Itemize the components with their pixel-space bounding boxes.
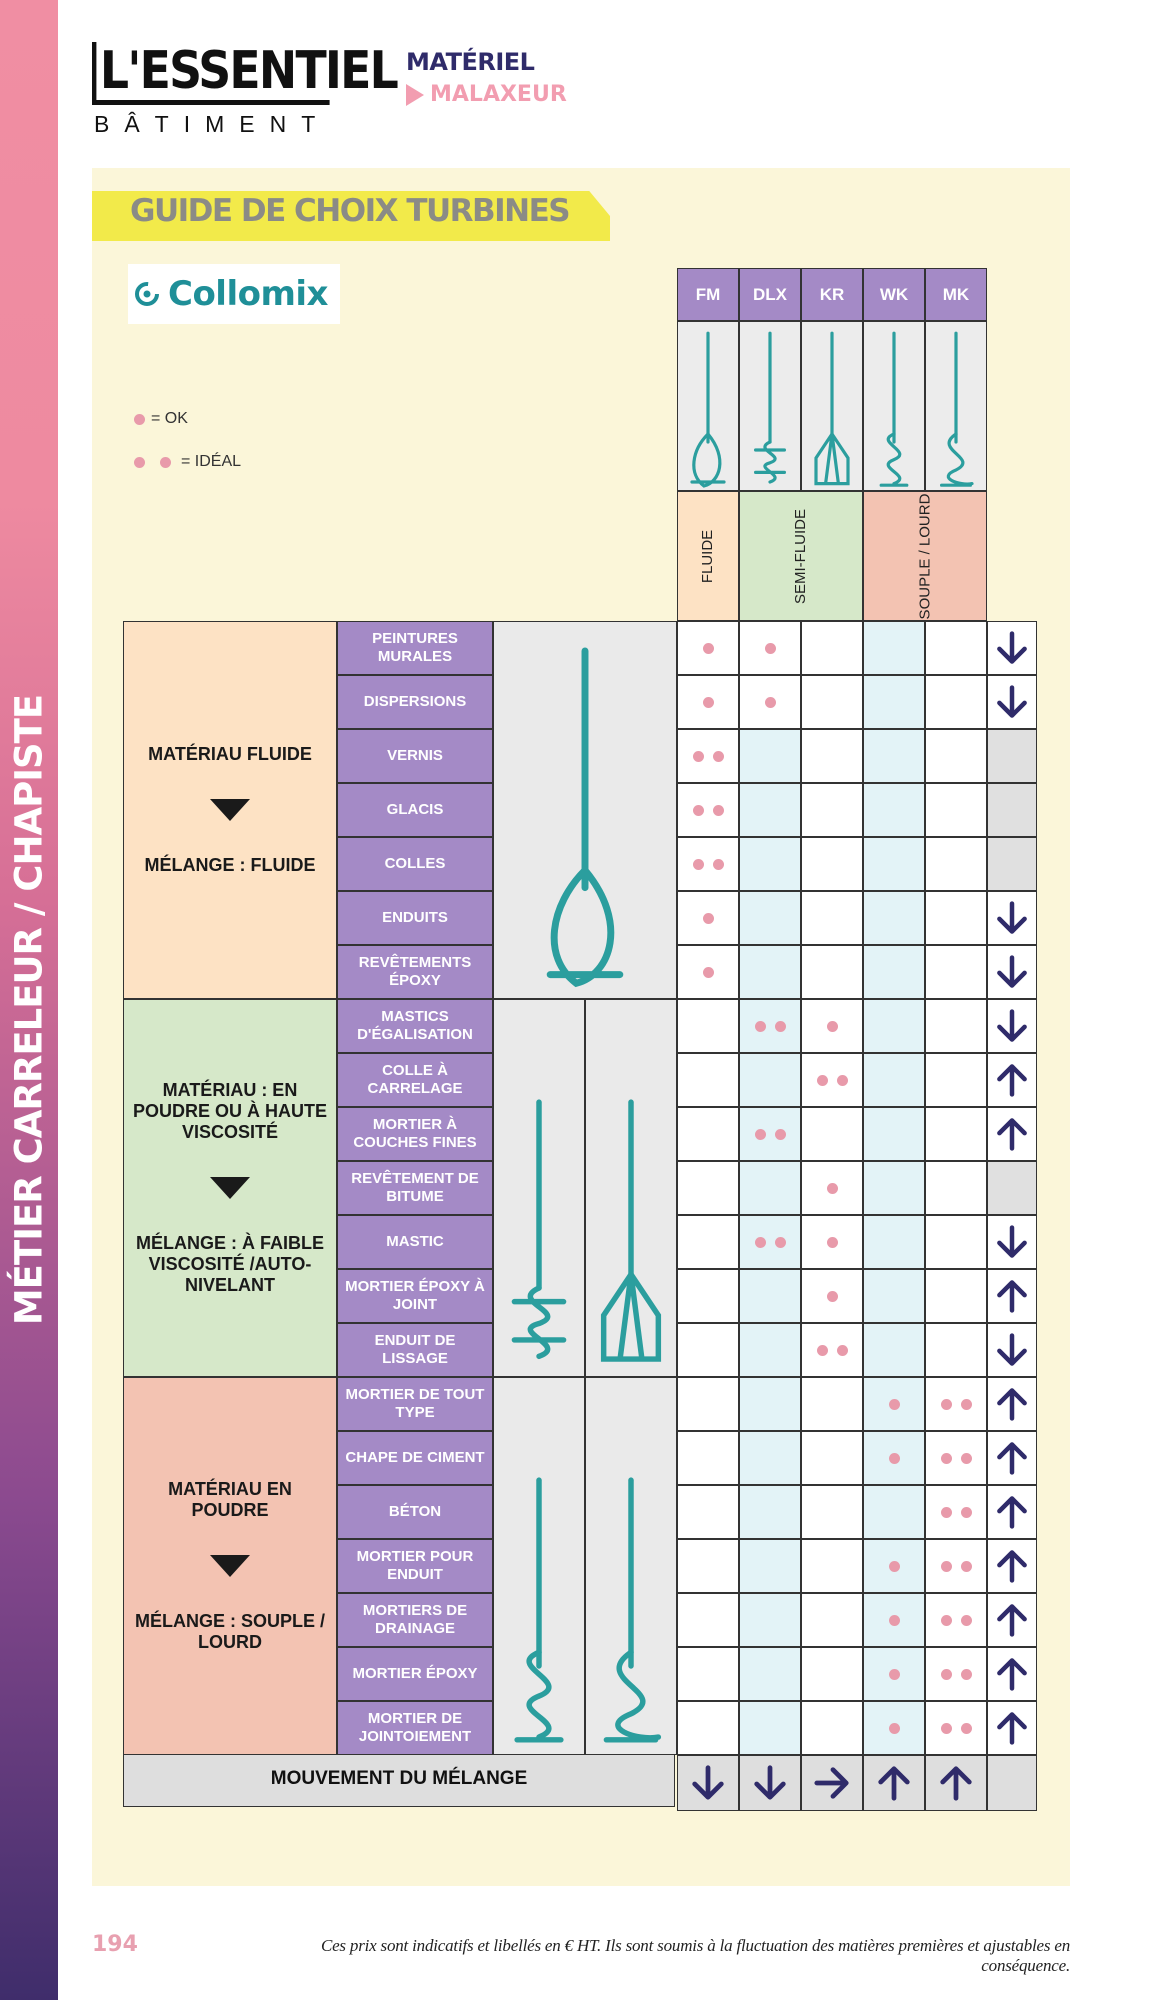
rating-cell [739, 1377, 801, 1431]
rating-cell [863, 1323, 925, 1377]
dot-icon [134, 414, 145, 425]
rating-cell [677, 1701, 739, 1755]
rating-cell [739, 891, 801, 945]
rating-cell [863, 675, 925, 729]
rating-cell [925, 783, 987, 837]
group-material: MATÉRIAU FLUIDE [148, 744, 312, 764]
triangle-down-icon [210, 1177, 250, 1199]
rating-cell [801, 1215, 863, 1269]
rating-cell [925, 945, 987, 999]
rating-cell [801, 1539, 863, 1593]
movement-summary-cell [863, 1755, 925, 1811]
rating-cell [801, 999, 863, 1053]
arrow-down-icon [994, 1224, 1030, 1260]
tool-image-fm [493, 621, 677, 999]
rating-cell [739, 1215, 801, 1269]
rating-cell [801, 1593, 863, 1647]
category-sub: MALAXEUR [430, 82, 567, 107]
legend-ok-label: = OK [151, 410, 188, 427]
movement-cell [987, 621, 1037, 675]
application-14: ENDUIT DE LISSAGE [337, 1323, 493, 1377]
rating-cell [739, 945, 801, 999]
dot-icon [160, 457, 171, 468]
rating-cell [925, 1431, 987, 1485]
logo [92, 41, 398, 138]
dot-icon [889, 1723, 900, 1734]
tool-image-wk [493, 1377, 585, 1755]
category [406, 48, 567, 107]
viscosity-band-label: SEMI-FLUIDE [792, 508, 810, 604]
movement-cell [987, 1431, 1037, 1485]
rating-cell [739, 1701, 801, 1755]
movement-cell [987, 1269, 1037, 1323]
dot-icon [827, 1291, 838, 1302]
mixing-movement-label: MOUVEMENT DU MÉLANGE [123, 1751, 675, 1807]
rating-cell [801, 729, 863, 783]
rating-cell [801, 783, 863, 837]
triangle-down-icon [210, 1555, 250, 1577]
application-21: MORTIER DE JOINTOIEMENT [337, 1701, 493, 1755]
rating-cell [863, 1161, 925, 1215]
rating-cell [739, 1539, 801, 1593]
movement-cell [987, 999, 1037, 1053]
rating-cell [925, 891, 987, 945]
rating-cell [863, 1377, 925, 1431]
sidebar [0, 0, 58, 2000]
rating-cell [863, 729, 925, 783]
arrow-down-icon [994, 900, 1030, 936]
rating-cell [801, 1647, 863, 1701]
rating-cell [863, 945, 925, 999]
model-image-mk [925, 321, 987, 491]
application-20: MORTIER ÉPOXY [337, 1647, 493, 1701]
application-9: COLLE À CARRELAGE [337, 1053, 493, 1107]
legend-ok [134, 410, 188, 428]
dot-icon [713, 751, 724, 762]
rating-cell [801, 837, 863, 891]
rating-cell [925, 1647, 987, 1701]
rating-cell [863, 1053, 925, 1107]
dot-icon [889, 1453, 900, 1464]
brand-logo [128, 264, 340, 324]
arrow-up-icon [994, 1548, 1030, 1584]
rating-cell [863, 1647, 925, 1701]
arrow-up-icon [994, 1440, 1030, 1476]
triangle-down-icon [210, 799, 250, 821]
rating-cell [677, 621, 739, 675]
rating-cell [925, 1107, 987, 1161]
rating-cell [925, 1215, 987, 1269]
rating-cell [801, 1053, 863, 1107]
rating-cell [801, 1431, 863, 1485]
rating-cell [677, 1431, 739, 1485]
legend-ideal [134, 453, 241, 471]
arrow-down-icon [994, 1332, 1030, 1368]
rating-cell [801, 1323, 863, 1377]
rating-cell [677, 1647, 739, 1701]
movement-cell [987, 1485, 1037, 1539]
collomix-logo-icon [134, 281, 160, 307]
rating-cell [863, 891, 925, 945]
page-number: 194 [92, 1932, 138, 1957]
arrow-up-icon [994, 1062, 1030, 1098]
dot-icon [775, 1129, 786, 1140]
rating-cell [739, 837, 801, 891]
model-image-dlx [739, 321, 801, 491]
rating-cell [677, 1215, 739, 1269]
dot-icon [941, 1399, 952, 1410]
rating-cell [801, 675, 863, 729]
arrow-up-icon [875, 1764, 913, 1802]
dot-icon [941, 1723, 952, 1734]
rating-cell [739, 1647, 801, 1701]
dot-icon [889, 1399, 900, 1410]
arrow-up-icon [994, 1710, 1030, 1746]
dot-icon [693, 805, 704, 816]
rating-cell [863, 999, 925, 1053]
rating-cell [801, 891, 863, 945]
rating-cell [739, 621, 801, 675]
logo-sub: BÂTIMENT [94, 111, 331, 137]
group-mix: MÉLANGE : SOUPLE / LOURD [134, 1611, 325, 1652]
rating-cell [677, 1053, 739, 1107]
model-header-dlx: DLX [739, 268, 801, 321]
rating-cell [677, 1593, 739, 1647]
dot-icon [755, 1129, 766, 1140]
rating-cell [925, 837, 987, 891]
application-6: ENDUITS [337, 891, 493, 945]
model-header-mk: MK [925, 268, 987, 321]
viscosity-band-label: FLUIDE [699, 529, 717, 583]
rating-cell [677, 729, 739, 783]
rating-cell [801, 1701, 863, 1755]
model-image-kr [801, 321, 863, 491]
application-11: REVÊTEMENT DE BITUME [337, 1161, 493, 1215]
mixer-WK-icon [867, 330, 921, 490]
rating-cell [739, 1485, 801, 1539]
rating-cell [739, 675, 801, 729]
movement-cell [987, 1215, 1037, 1269]
dot-icon [693, 859, 704, 870]
group-mix: MÉLANGE : FLUIDE [144, 855, 316, 875]
application-15: MORTIER DE TOUT TYPE [337, 1377, 493, 1431]
mixer-FM-icon [498, 644, 672, 992]
dot-icon [837, 1345, 848, 1356]
rating-cell [677, 1161, 739, 1215]
rating-cell [925, 1377, 987, 1431]
dot-icon [703, 913, 714, 924]
arrow-up-icon [994, 1386, 1030, 1422]
rating-cell [925, 1323, 987, 1377]
dot-icon [889, 1669, 900, 1680]
rating-cell [739, 1161, 801, 1215]
movement-cell [987, 1377, 1037, 1431]
application-3: VERNIS [337, 729, 493, 783]
arrow-down-icon [994, 954, 1030, 990]
dot-icon [765, 697, 776, 708]
model-image-wk [863, 321, 925, 491]
brand-name: Collomix [168, 274, 328, 314]
dot-icon [961, 1453, 972, 1464]
application-17: BÉTON [337, 1485, 493, 1539]
dot-icon [961, 1399, 972, 1410]
dot-icon [713, 859, 724, 870]
mixer-DLX-icon [498, 1022, 580, 1370]
viscosity-band-2 [863, 491, 987, 621]
rating-cell [739, 999, 801, 1053]
arrow-down-icon [994, 1008, 1030, 1044]
disclaimer: Ces prix sont indicatifs et libellés en € HT. Ils sont soumis à la fluctuation des matières premières et ajustables en conséquence. [320, 1936, 1070, 1975]
mixer-MK-icon [590, 1400, 672, 1748]
dot-icon [755, 1021, 766, 1032]
rating-cell [739, 729, 801, 783]
rating-cell [739, 783, 801, 837]
tool-image-mk [585, 1377, 677, 1755]
dot-icon [817, 1345, 828, 1356]
dot-icon [693, 751, 704, 762]
application-1: PEINTURES MURALES [337, 621, 493, 675]
rating-cell [677, 837, 739, 891]
rating-cell [801, 1107, 863, 1161]
group-material: MATÉRIAU EN POUDRE [168, 1479, 292, 1520]
tool-image-kr [585, 999, 677, 1377]
dot-icon [775, 1237, 786, 1248]
rating-cell [863, 1269, 925, 1323]
movement-cell [987, 675, 1037, 729]
rating-cell [739, 1107, 801, 1161]
mixer-MK-icon [929, 330, 983, 490]
rating-cell [863, 1539, 925, 1593]
mixer-DLX-icon [743, 330, 797, 490]
application-7: REVÊTEMENTS ÉPOXY [337, 945, 493, 999]
application-5: COLLES [337, 837, 493, 891]
rating-cell [677, 891, 739, 945]
dot-icon [827, 1183, 838, 1194]
movement-summary-cell [677, 1755, 739, 1811]
viscosity-band-1 [739, 491, 863, 621]
dot-icon [703, 697, 714, 708]
application-19: MORTIERS DE DRAINAGE [337, 1593, 493, 1647]
dot-icon [703, 643, 714, 654]
rating-cell [925, 1701, 987, 1755]
movement-cell [987, 1107, 1037, 1161]
group-3 [123, 1377, 337, 1755]
rating-cell [925, 999, 987, 1053]
sidebar-label: MÉTIER CARRELEUR / CHAPISTE [7, 694, 51, 1326]
arrow-down-icon [994, 630, 1030, 666]
movement-summary-cell [739, 1755, 801, 1811]
dot-icon [941, 1561, 952, 1572]
viscosity-band-label: SOUPLE / LOURD [916, 493, 934, 619]
model-header-wk: WK [863, 268, 925, 321]
rating-cell [739, 1269, 801, 1323]
rating-cell [677, 1269, 739, 1323]
rating-cell [863, 1701, 925, 1755]
rating-cell [863, 1485, 925, 1539]
model-image-fm [677, 321, 739, 491]
rating-cell [739, 1323, 801, 1377]
mixer-KR-icon [590, 1022, 672, 1370]
application-2: DISPERSIONS [337, 675, 493, 729]
movement-cell [987, 1701, 1037, 1755]
rating-cell [801, 1377, 863, 1431]
rating-cell [677, 675, 739, 729]
dot-icon [961, 1723, 972, 1734]
application-13: MORTIER ÉPOXY À JOINT [337, 1269, 493, 1323]
movement-cell [987, 1161, 1037, 1215]
rating-cell [677, 1539, 739, 1593]
dot-icon [827, 1237, 838, 1248]
dot-icon [765, 643, 776, 654]
arrow-up-icon [994, 1278, 1030, 1314]
page-title: GUIDE DE CHOIX TURBINES [130, 193, 570, 229]
application-4: GLACIS [337, 783, 493, 837]
dot-icon [961, 1561, 972, 1572]
rating-cell [925, 1161, 987, 1215]
rating-cell [739, 1053, 801, 1107]
arrow-down-icon [751, 1764, 789, 1802]
viscosity-band-0 [677, 491, 739, 621]
rating-cell [677, 783, 739, 837]
mixer-KR-icon [805, 330, 859, 490]
rating-cell [801, 1161, 863, 1215]
arrow-up-icon [994, 1656, 1030, 1692]
rating-cell [677, 945, 739, 999]
dot-icon [817, 1075, 828, 1086]
dot-icon [941, 1507, 952, 1518]
rating-cell [925, 1539, 987, 1593]
rating-cell [863, 1215, 925, 1269]
group-1 [123, 621, 337, 999]
application-10: MORTIER À COUCHES FINES [337, 1107, 493, 1161]
movement-cell [987, 1647, 1037, 1701]
rating-cell [801, 1485, 863, 1539]
group-mix: MÉLANGE : À FAIBLE VISCOSITÉ /AUTO-NIVELANT [136, 1233, 324, 1295]
dot-icon [755, 1237, 766, 1248]
dot-icon [941, 1615, 952, 1626]
category-main: MATÉRIEL [406, 48, 535, 76]
rating-cell [677, 1485, 739, 1539]
movement-cell [987, 837, 1037, 891]
rating-cell [925, 621, 987, 675]
logo-main: L'ESSENTIEL [92, 42, 330, 105]
dot-icon [961, 1669, 972, 1680]
group-material: MATÉRIAU : EN POUDRE OU À HAUTE VISCOSITÉ [132, 1080, 327, 1142]
rating-cell [925, 1053, 987, 1107]
rating-cell [801, 621, 863, 675]
application-18: MORTIER POUR ENDUIT [337, 1539, 493, 1593]
rating-cell [925, 675, 987, 729]
dot-icon [941, 1669, 952, 1680]
model-header-kr: KR [801, 268, 863, 321]
rating-cell [863, 621, 925, 675]
mixer-WK-icon [498, 1400, 580, 1748]
dot-icon [775, 1021, 786, 1032]
rating-cell [801, 1269, 863, 1323]
movement-cell [987, 783, 1037, 837]
movement-summary-cell [925, 1755, 987, 1811]
mixer-FM-icon [681, 330, 735, 490]
rating-cell [925, 1485, 987, 1539]
dot-icon [961, 1615, 972, 1626]
tool-image-dlx [493, 999, 585, 1377]
rating-cell [863, 1107, 925, 1161]
dot-icon [713, 805, 724, 816]
movement-cell [987, 891, 1037, 945]
application-8: MASTICS D'ÉGALISATION [337, 999, 493, 1053]
play-icon [406, 84, 424, 106]
dot-icon [827, 1021, 838, 1032]
movement-cell [987, 1323, 1037, 1377]
rating-cell [925, 1593, 987, 1647]
dot-icon [134, 457, 145, 468]
arrow-up-icon [994, 1602, 1030, 1638]
rating-cell [739, 1593, 801, 1647]
movement-cell [987, 1593, 1037, 1647]
dot-icon [889, 1615, 900, 1626]
arrow-right-icon [813, 1764, 851, 1802]
application-12: MASTIC [337, 1215, 493, 1269]
rating-cell [801, 945, 863, 999]
rating-cell [863, 1431, 925, 1485]
dot-icon [941, 1453, 952, 1464]
dot-icon [837, 1075, 848, 1086]
arrow-down-icon [994, 684, 1030, 720]
dot-icon [703, 967, 714, 978]
rating-cell [863, 1593, 925, 1647]
movement-summary-cell [801, 1755, 863, 1811]
application-16: CHAPE DE CIMENT [337, 1431, 493, 1485]
rating-cell [739, 1431, 801, 1485]
rating-cell [863, 783, 925, 837]
arrow-up-icon [994, 1494, 1030, 1530]
dot-icon [961, 1507, 972, 1518]
dot-icon [889, 1561, 900, 1572]
rating-cell [925, 1269, 987, 1323]
movement-summary-cell [987, 1755, 1037, 1811]
group-2 [123, 999, 337, 1377]
rating-cell [677, 1323, 739, 1377]
movement-cell [987, 945, 1037, 999]
rating-cell [677, 999, 739, 1053]
movement-cell [987, 1053, 1037, 1107]
legend-ideal-label: = IDÉAL [181, 453, 242, 470]
rating-cell [925, 729, 987, 783]
arrow-up-icon [937, 1764, 975, 1802]
arrow-down-icon [689, 1764, 727, 1802]
rating-cell [677, 1107, 739, 1161]
movement-cell [987, 729, 1037, 783]
arrow-up-icon [994, 1116, 1030, 1152]
model-header-fm: FM [677, 268, 739, 321]
rating-cell [677, 1377, 739, 1431]
rating-cell [863, 837, 925, 891]
movement-cell [987, 1539, 1037, 1593]
